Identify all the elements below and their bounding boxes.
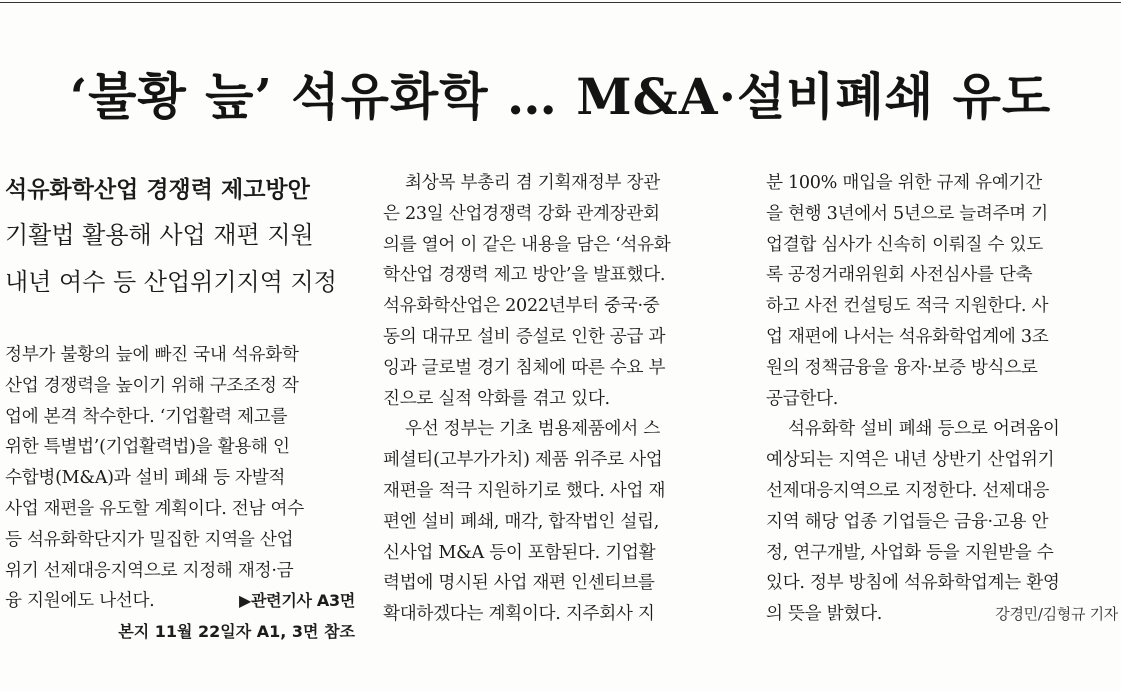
body-line: 위기 선제대응지역으로 지정해 재정·금 — [5, 560, 294, 581]
body-line: 사업 재편을 유도할 계획이다. 전남 여수 — [5, 498, 304, 519]
subhead-1: 석유화학산업 경쟁력 제고방안 — [5, 177, 310, 203]
body-line: 학산업 경쟁력 제고 방안’을 발표했다. — [383, 265, 666, 286]
body-line: 석유화학산업은 2022년부터 중국·중 — [383, 296, 660, 317]
headline: ‘불황 늪’ 석유화학 … M&A·설비폐쇄 유도 — [69, 67, 1052, 126]
body-line: 확대하겠다는 계획이다. 지주회사 지 — [383, 604, 655, 625]
body-line: 정, 연구개발, 사업화 등을 지원받을 수 — [766, 542, 1054, 563]
body-line: 원의 정책금융을 융자·보증 방식으로 — [766, 357, 1038, 378]
body-line: 업에 본격 착수한다. ‘기업활력 제고를 — [5, 406, 288, 427]
top-rule — [0, 2, 1121, 3]
body-line: 은 23일 산업경쟁력 강화 관계장관회 — [383, 203, 660, 224]
body-line: 편엔 설비 폐쇄, 매각, 합작법인 설립, — [383, 511, 660, 532]
body-line: 력법에 명시된 사업 재편 인센티브를 — [383, 573, 655, 594]
column-1 — [5, 168, 355, 647]
body-text: 의 뜻을 밝혔다. — [766, 604, 883, 625]
body-line: 선제대응지역으로 지정한다. 선제대응 — [766, 480, 1050, 501]
body-line: 을 현행 3년에서 5년으로 늘려주며 기 — [766, 203, 1048, 224]
body-line: 의를 열어 이 같은 내용을 담은 ‘석유화 — [383, 234, 671, 255]
body-line: 석유화학 설비 폐쇄 등으로 어려움이 — [788, 419, 1060, 440]
column-3 — [766, 168, 1118, 630]
body-line: 위한 특별법’(기업활력법)을 활용해 인 — [5, 437, 290, 458]
body-line: 업 재편에 나서는 석유화학업계에 3조 — [766, 326, 1049, 347]
column-2 — [383, 168, 735, 630]
body-line: 우선 정부는 기초 범용제품에서 스 — [405, 419, 660, 440]
body-line: 공급한다. — [766, 388, 839, 409]
body-line: 지역 해당 업종 기업들은 금융·고용 안 — [766, 511, 1049, 532]
byline: 강경민/김형규 기자 — [995, 605, 1118, 624]
body-line: 수합병(M&A)과 설비 폐쇄 등 자발적 — [5, 468, 286, 489]
body-line: 등 석유화학단지가 밀집한 지역을 산업 — [5, 529, 294, 550]
body-line: 분 100% 매입을 위한 규제 유예기간 — [766, 173, 1042, 193]
body-line: 잉과 글로벌 경기 침체에 따른 수요 부 — [383, 357, 666, 378]
body-line-last — [5, 586, 355, 617]
body-line: 정부가 불황의 늪에 빠진 국내 석유화학 — [5, 345, 299, 365]
body-line: 하고 사전 컨설팅도 적극 지원한다. 사 — [766, 296, 1049, 317]
body-line: 록 공정거래위원회 사전심사를 단축 — [766, 265, 1033, 286]
body-line: 예상되는 지역은 내년 상반기 산업위기 — [766, 450, 1055, 471]
body-line: 산업 경쟁력을 높이기 위해 구조조정 작 — [5, 375, 299, 396]
body-line: 진으로 실적 악화를 겪고 있다. — [383, 388, 610, 409]
subhead-3: 내년 여수 등 산업위기지역 지정 — [5, 268, 337, 296]
body-line-last — [766, 599, 1118, 630]
body-line: 신사업 M&A 등이 포함된다. 기업활 — [383, 542, 656, 563]
body-text: 융 지원에도 나선다. — [5, 591, 155, 612]
body-line: 재편을 적극 지원하기로 했다. 사업 재 — [383, 480, 666, 501]
body-line: 업결합 심사가 신속히 이뤄질 수 있도 — [766, 234, 1043, 255]
body-line: 있다. 정부 방침에 석유화학업계는 환영 — [766, 573, 1060, 594]
body-line: 동의 대규모 설비 증설로 인한 공급 과 — [383, 326, 666, 347]
reference-note: 본지 11월 22일자 A1, 3면 참조 — [118, 622, 355, 642]
related-article-link[interactable]: ▶관련기사 A3면 — [239, 591, 355, 611]
body-line: 최상목 부총리 겸 기획재정부 장관 — [405, 173, 660, 193]
body-line: 페셜티(고부가가치) 제품 위주로 사업 — [383, 450, 663, 471]
subhead-2: 기활법 활용해 사업 재편 지원 — [5, 221, 314, 249]
